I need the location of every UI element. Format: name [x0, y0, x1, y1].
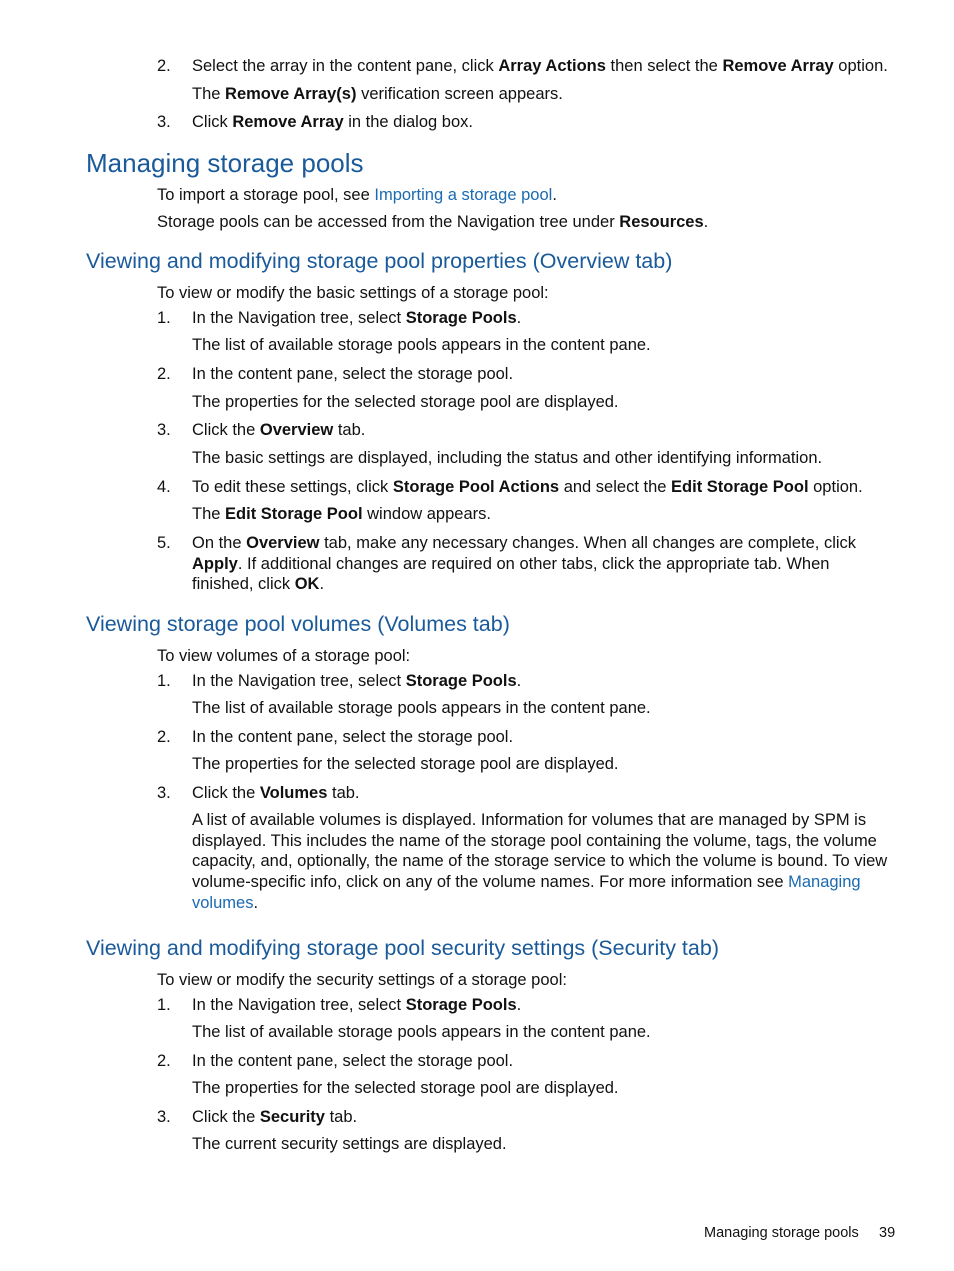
- step-number: 4.: [157, 478, 171, 496]
- step-result: The list of available storage pools appears in the content pane.: [192, 336, 651, 354]
- step-text: In the Navigation tree, select Storage Pools.: [192, 672, 522, 690]
- step-number: 3.: [157, 1108, 171, 1126]
- step-result: A list of available volumes is displayed. Information for volumes that are managed by SPM is displayed. This includes the name of the storage pool containing the volume, tags, the volume capacity, and, optionally, the name of the storage service to which the volume is bound. To view volume-specific info, click on any of the volume names. For more information see Managing volumes.: [192, 811, 888, 912]
- importing-storage-pool-link[interactable]: Importing a storage pool: [374, 186, 553, 204]
- section-heading: Managing storage pools: [86, 148, 364, 178]
- step-number: 5.: [157, 534, 171, 552]
- step-text: Click Remove Array in the dialog box.: [192, 113, 473, 131]
- step-text: In the content pane, select the storage pool.: [192, 365, 514, 383]
- step-number: 2.: [157, 728, 171, 746]
- subsection-heading: Viewing storage pool volumes (Volumes tab): [86, 612, 510, 636]
- step-number: 1.: [157, 309, 171, 327]
- step-result: The properties for the selected storage pool are displayed.: [192, 393, 619, 411]
- step-text: To edit these settings, click Storage Pool Actions and select the Edit Storage Pool option.: [192, 478, 863, 496]
- step-text: Select the array in the content pane, click Array Actions then select the Remove Array option.: [192, 57, 888, 75]
- managing-volumes-link[interactable]: Managing volumes: [192, 873, 861, 912]
- step-number: 1.: [157, 672, 171, 690]
- step-number: 2.: [157, 57, 171, 75]
- step-number: 3.: [157, 113, 171, 131]
- step-result: The basic settings are displayed, including the status and other identifying information.: [192, 449, 823, 467]
- page-number: 39: [879, 1225, 896, 1241]
- paragraph: Storage pools can be accessed from the Navigation tree under Resources.: [157, 213, 709, 231]
- step-result: The properties for the selected storage pool are displayed.: [192, 755, 619, 773]
- step-text: Click the Volumes tab.: [192, 784, 360, 802]
- paragraph: To import a storage pool, see Importing a storage pool.: [157, 186, 557, 204]
- step-text: In the Navigation tree, select Storage Pools.: [192, 996, 522, 1014]
- paragraph: To view volumes of a storage pool:: [157, 647, 411, 665]
- step-number: 2.: [157, 1052, 171, 1070]
- step-text: In the content pane, select the storage pool.: [192, 1052, 514, 1070]
- step-number: 1.: [157, 996, 171, 1014]
- step-text: Click the Overview tab.: [192, 421, 366, 439]
- step-text: In the content pane, select the storage pool.: [192, 728, 514, 746]
- footer-title: Managing storage pools: [704, 1225, 859, 1241]
- step-result: The list of available storage pools appears in the content pane.: [192, 699, 651, 717]
- step-number: 3.: [157, 421, 171, 439]
- subsection-heading: Viewing and modifying storage pool security settings (Security tab): [86, 936, 719, 960]
- step-text: Click the Security tab.: [192, 1108, 358, 1126]
- step-number: 3.: [157, 784, 171, 802]
- subsection-heading: Viewing and modifying storage pool properties (Overview tab): [86, 249, 673, 273]
- step-result: The properties for the selected storage pool are displayed.: [192, 1079, 619, 1097]
- paragraph: To view or modify the security settings of a storage pool:: [157, 971, 567, 989]
- step-text: On the Overview tab, make any necessary changes. When all changes are complete, click Apply. If additional changes are required on other tabs, click the appropriate tab. When finished, click OK.: [192, 534, 857, 594]
- step-text: In the Navigation tree, select Storage Pools.: [192, 309, 522, 327]
- step-result: The Edit Storage Pool window appears.: [192, 505, 491, 523]
- step-result: The current security settings are displayed.: [192, 1135, 507, 1153]
- step-result: The list of available storage pools appears in the content pane.: [192, 1023, 651, 1041]
- step-result: The Remove Array(s) verification screen appears.: [192, 85, 563, 103]
- step-number: 2.: [157, 365, 171, 383]
- paragraph: To view or modify the basic settings of a storage pool:: [157, 284, 549, 302]
